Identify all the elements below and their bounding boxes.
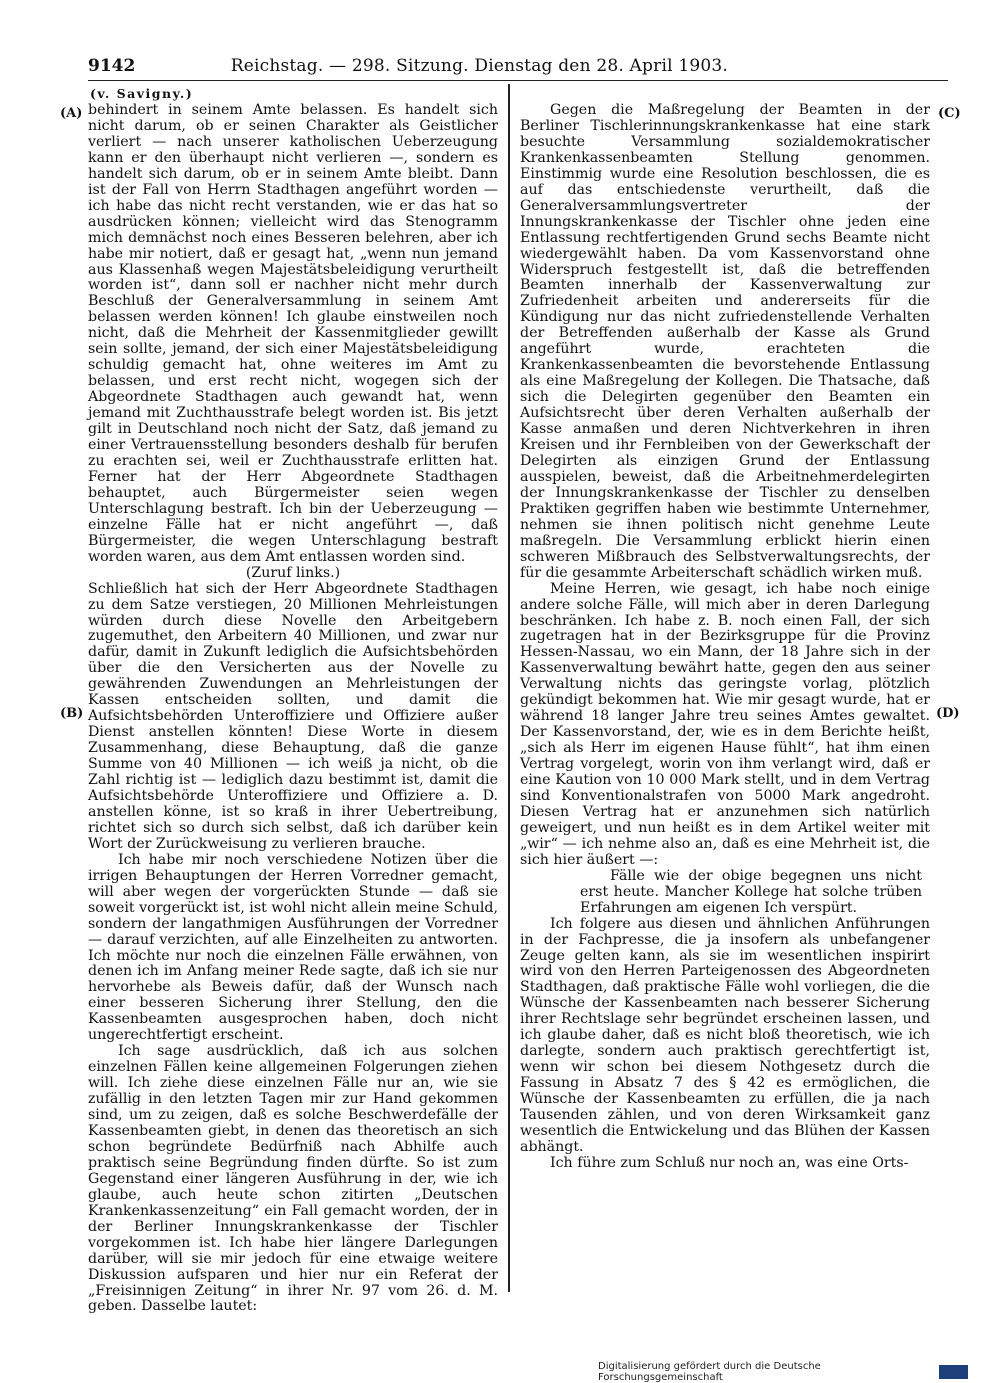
interjection: (Zuruf links.)	[245, 564, 341, 581]
page-title: Reichstag. — 298. Sitzung. Dienstag den 28. April 1903.	[230, 56, 728, 76]
page-header	[88, 56, 728, 80]
margin-marker-b: (B)	[60, 706, 84, 721]
margin-marker-a: (A)	[60, 106, 83, 121]
header-rule	[88, 80, 948, 81]
column-divider	[508, 84, 510, 1292]
footer	[598, 1361, 968, 1383]
left-paragraph-1: behindert in seinem Amte belassen. Es handelt sich nicht darum, ob er seinen Charakter als Geistlicher verliert — nach unserer katholischen Ueberzeugung kann er den überhaupt nicht verlieren —, sondern es handelt sich darum, ob er in seinem Amte bleibt. Dann ist der Fall von Herrn Stadthagen angeführt worden — ich habe das nicht recht verstanden, wie er das hat so ausdrücken können; vielleicht wird das Stenogramm mich demnächst noch eines Besseren belehren, aber ich habe mir notiert, daß er gesagt hat, „wenn nun jemand aus Klassenhaß wegen Majestätsbeleidigung verurtheilt worden ist“, dann soll er nachher nicht mehr durch Beschluß der Generalversammlung in seinem Amt belassen werden können! Ich glaube einstweilen noch nicht, daß die Mehrheit der Kassenmitglieder gewillt sein sollte, jemand, der sich einer Majestätsbeleidigung schuldig gemacht hat, ohne weiteres im Amt zu belassen, und erst recht nicht, wogegen sich der Abgeordnete Stadthagen auch gewandt hat, wenn jemand mit Zuchthausstrafe belegt worden ist. Bis jetzt gilt in Deutschland noch nicht der Satz, daß jemand zu einer Vertrauensstellung besonders deshalb für berufen zu erachten sei, weil er Zuchthausstrafe erlitten hat. Ferner hat der Herr Abgeordnete Stadthagen behauptet, auch Bürgermeister seien wegen Unterschlagung bestraft. Ich bin der Ueberzeugung — einzelne Fälle hat er nicht angeführt —, daß Bürgermeister, die wegen Unterschlagung bestraft worden waren, aus dem Amt entlassen worden sind.	[88, 102, 498, 565]
footer-credit: Digitalisierung gefördert durch die Deutsche Forschungsgemeinschaft	[598, 1361, 821, 1383]
dfg-logo	[939, 1365, 968, 1379]
right-paragraph-1: Gegen die Maßregelung der Beamten in der Berliner Tischlerinnungskrankenkasse hat eine stark besuchte Versammlung sozialdemokratischer Krankenkassenbeamten Stellung genommen. Einstimmig wurde eine Resolution beschlossen, die es auf das entschiedenste verurtheilt, daß die Generalversammlungsvertreter der Innungskrankenkasse der Tischler ohne jeden eine Entlassung rechtfertigenden Grund sechs Beamte nicht wiedergewählt haben. Da vom Kassenvorstand ohne Widerspruch festgestellt ist, daß die betreffenden Beamten innerhalb der Kassenverwaltung zur Zufriedenheit arbeiten und andererseits für die Kündigung nur das nicht zufriedenstellende Verhalten der Betreffenden außerhalb der Kasse als Grund angeführt wurde, erachteten die Krankenkassenbeamten die bevorstehende Entlassung als eine Maßregelung der Kollegen. Die Thatsache, daß sich die Delegirten gegenüber den Beamten ein Aufsichtsrecht über deren Verhalten außerhalb der Kasse anmaßen und deren Nichtverkehren in ihren Kreisen und ihr Fernbleiben von der Gewerkschaft der Delegirten als einzigen Grund der Entlassung ausspielen, beweist, daß die Arbeitnehmerdelegirten der Innungskrankenkasse der Tischler zu denselben Praktiken gegriffen haben wie bestimmte Unternehmer, nehmen sie ihnen politisch nicht genehme Leute maßregeln. Die Versammlung erblickt hierin einen schweren Mißbrauch des Selbstverwaltungsrechts, der für die gesammte Arbeiterschaft schädlich wirken muß.	[520, 102, 930, 581]
margin-marker-c: (C)	[938, 106, 961, 121]
left-paragraph-3: Ich habe mir noch verschiedene Notizen über die irrigen Behauptungen der Herren Vorredner gemacht, will aber wegen der vorgerückten Stunde — daß sie soweit vorgerückt ist, ist wohl nicht allein meine Schuld, sondern der langathmigen Ausführungen der Vorredner — darauf verzichten, auf alle Einzelheiten zu antworten. Ich möchte nur noch die einzelnen Fälle erwähnen, von denen ich im Anfang meiner Rede sagte, daß ich sie nur hervorhebe als Beweis dafür, daß der Wunsch nach einer besseren Sicherung ihrer Stellung, den die Kassenbeamten ausgesprochen haben, doch nicht ungerechtfertigt erscheint.	[88, 851, 498, 1044]
right-paragraph-4: Ich führe zum Schluß nur noch an, was eine Orts-	[550, 1154, 909, 1171]
speaker-name: (v. Savigny.)	[90, 86, 194, 101]
left-column	[88, 103, 498, 1315]
right-paragraph-3: Ich folgere aus diesen und ähnlichen Anführungen in der Fachpresse, die ja insofern als unbefangener Zeuge gelten kann, als sie im wesentlichen inspirirt wird von den Herren Parteigenossen des Abgeordneten Stadthagen, daß praktische Fälle wohl vorliegen, die die Wünsche der Kassenbeamten nach besserer Sicherung ihrer Rechtslage sehr begründet erscheinen lassen, und ich glaube daher, daß es nicht bloß theoretisch, wie ich darlegte, sondern auch praktisch gerechtfertigt ist, wenn wir schon bei diesem Nothgesetz durch die Fassung in Absatz 7 des § 42 es ermöglichen, die Wünsche der Kassenbeamten zu erfüllen, die ja nach Tausenden zählen, und von deren Wirksamkeit ganz wesentlich die Entwickelung und das Blühen der Kassen abhängt.	[520, 915, 930, 1155]
page-number: 9142	[88, 56, 136, 76]
left-paragraph-4: Ich sage ausdrücklich, daß ich aus solchen einzelnen Fällen keine allgemeinen Folgerungen ziehen will. Ich ziehe diese einzelnen Fälle nur an, wie sie zufällig in den letzten Tagen mir zur Hand gekommen sind, um zu zeigen, daß es solche Beschwerdefälle der Kassenbeamten giebt, in denen das theoretisch an sich schon begründete Bedürfniß nach Abhilfe auch praktisch seine Begründung finden dürfte. So ist zum Gegenstand einer längeren Ausführung in der, wie ich glaube, auch heute schon zitirten „Deutschen Krankenkassenzeitung“ ein Fall gemacht worden, der in der Berliner Innungskrankenkasse der Tischler vorgekommen ist. Ich habe hier längere Darlegungen darüber, will sie mir jedoch für eine etwaige weitere Diskussion aufsparen und hier nur ein Referat der „Freisinnigen Zeitung“ in ihrer Nr. 97 vom 26. d. M. geben. Dasselbe lautet:	[88, 1043, 498, 1315]
margin-marker-d: (D)	[936, 706, 960, 721]
right-column	[520, 103, 930, 1172]
right-paragraph-2: Meine Herren, wie gesagt, ich habe noch einige andere solche Fälle, will mich aber in deren Darlegung beschränken. Ich habe z. B. noch einen Fall, der sich zugetragen hat in der Bezirksgruppe für die Provinz Hessen-Nassau, wo ein Mann, der 18 Jahre sich in der Kassenverwaltung bewährt hatte, gegen den aus seiner Verwaltung nichts das geringste vorlag, plötzlich gekündigt bekommen hat. Wie mir gesagt wurde, hat er während 18 langer Jahre treu seines Amtes gewaltet. Der Kassenvorstand, der, wie es in dem Berichte heißt, „sich als Herr im eigenen Hause fühlt“, hat ihm einen Vertrag vorgelegt, worin von ihm verlangt wird, daß er eine Kaution von 10 000 Mark stellt, und in dem Vertrag sind Konventionalstrafen von 5000 Mark angedroht. Diesen Vertrag hat er anzunehmen sich natürlich geweigert, und nun heißt es in dem Artikel weiter mit „wir“ — ich nehme also an, daß es eine Mehrheit ist, die sich hier äußert —:	[520, 580, 930, 868]
left-paragraph-2: Schließlich hat sich der Herr Abgeordnete Stadthagen zu dem Satze verstiegen, 20 Millionen Mehrleistungen würden durch diese Novelle den Arbeitgebern zugemuthet, den Arbeitern 40 Millionen, und zwar nur dafür, damit in Zukunft lediglich die Aufsichtsbehörden über die den Versicherten aus der Novelle zu gewährenden Zuwendungen an Mehrleistungen der Kassen entscheiden sollten, und damit die Aufsichtsbehörden Unteroffiziere und Offiziere außer Dienst anstellen könnten! Diese Worte in diesem Zusammenhang, diese Behauptung, daß die ganze Summe von 40 Millionen — ich weiß ja nicht, ob die Zahl richtig ist — lediglich dazu bestimmt ist, damit die Aufsichtsbehörde Unteroffiziere und Offiziere a. D. anstellen könne, ist so kraß in ihrer Uebertreibung, richtet sich so durch sich selbst, daß ich darüber kein Wort der Zurückweisung zu verlieren brauche.	[88, 580, 498, 852]
block-quote: Fälle wie der obige begegnen uns nicht erst heute. Mancher Kollege hat solche trüben Erfahrungen am eigenen Ich verspürt.	[580, 867, 922, 916]
